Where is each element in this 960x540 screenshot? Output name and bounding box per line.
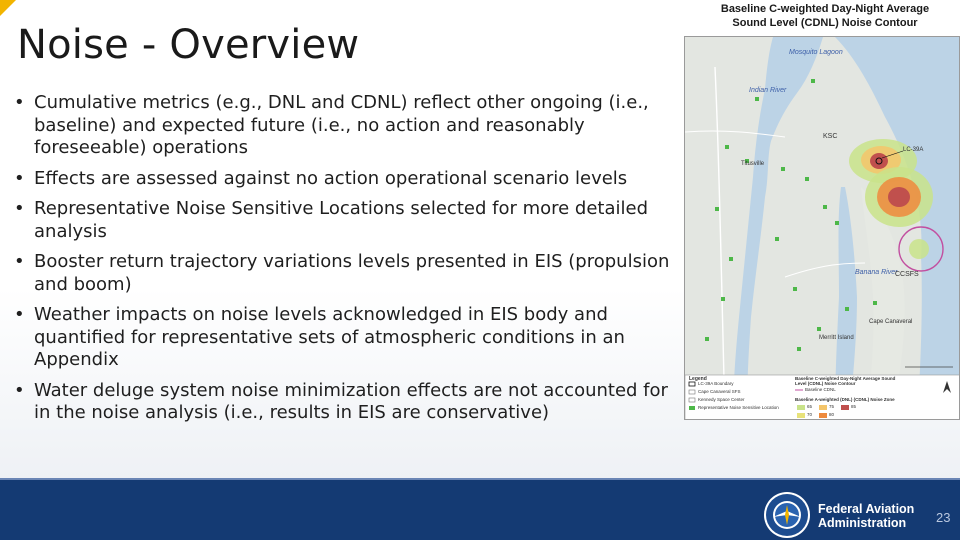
sensitive-location-marker — [721, 297, 725, 301]
faa-wordmark-line1: Federal Aviation — [818, 502, 915, 516]
sensitive-location-marker — [729, 257, 733, 261]
sensitive-location-marker — [835, 221, 839, 225]
sensitive-location-marker — [793, 287, 797, 291]
sensitive-location-marker — [781, 167, 785, 171]
sensitive-location-marker — [817, 327, 821, 331]
sensitive-location-marker — [805, 177, 809, 181]
noise-contour-map — [684, 36, 960, 420]
sensitive-location-marker — [845, 307, 849, 311]
sensitive-location-marker — [823, 205, 827, 209]
bullet-dot: • — [14, 198, 25, 219]
sensitive-location-marker — [705, 337, 709, 341]
map-graphic — [685, 37, 960, 420]
bullet-text: Water deluge system noise minimization effects are not accounted for in the noise analysis (i.e., results in EIS are conservative) — [34, 379, 668, 423]
map-caption — [690, 2, 960, 30]
legend-item: Cape Canaveral SFS — [698, 389, 741, 394]
bullet-text: Effects are assessed against no action operational scenario levels — [34, 167, 628, 189]
map-label-ksc: KSC — [823, 133, 838, 140]
bullet-item — [14, 380, 684, 425]
bullet-text: Representative Noise Sensitive Locations selected for more detailed analysis — [34, 198, 649, 242]
sensitive-location-marker — [797, 347, 801, 351]
bullet-item — [14, 198, 684, 243]
contour-85 — [870, 153, 888, 169]
slide-title: Noise - Overview — [17, 22, 360, 68]
sensitive-location-marker — [775, 237, 779, 241]
legend-item: LC-39A Boundary — [698, 381, 734, 386]
bullet-text: Cumulative metrics (e.g., DNL and CDNL) reflect other ongoing (i.e., baseline) and expected future (i.e., no action and reasonably foreseeable) operations — [34, 92, 649, 158]
map-label-merritt-island: Merritt Island — [819, 335, 854, 341]
footer-bar — [0, 480, 960, 540]
corner-accent — [0, 0, 16, 16]
map-label-mosquito-lagoon: Mosquito Lagoon — [789, 49, 843, 56]
legend-contour-heading: Baseline C-weighted Day-Night Average Sound Level (CDNL) Noise Contour — [795, 376, 896, 386]
legend-zone-label: 85 — [851, 404, 857, 409]
map-label-titusville: Titusville — [741, 161, 765, 167]
bullet-dot: • — [14, 167, 25, 189]
bullet-dot: • — [14, 304, 25, 325]
sensitive-location-marker — [725, 145, 729, 149]
sensitive-location-marker — [873, 301, 877, 305]
map-label-cape-canaveral: Cape Canaveral — [869, 319, 913, 325]
bullet-text: Booster return trajectory variations levels presented in EIS (propulsion and boom) — [34, 251, 670, 295]
bullet-item — [14, 251, 684, 296]
bullet-list — [14, 92, 684, 433]
legend-zone-label: 65 — [807, 404, 813, 409]
map-label-indian-river: Indian River — [749, 87, 787, 94]
legend-zone-heading: Baseline A-weighted (DNL) (CDNL) Noise Zone — [795, 397, 895, 402]
legend-zone-label: 75 — [829, 404, 835, 409]
bullet-text: Weather impacts on noise levels acknowledged in EIS body and quantified for representative sets of atmospheric conditions in an Appendix — [34, 304, 625, 370]
bullet-dot: • — [14, 92, 25, 113]
legend-zone-label: 70 — [807, 412, 813, 417]
page-number: 23 — [936, 510, 951, 525]
sensitive-location-marker — [715, 207, 719, 211]
map-caption-line1: Baseline C-weighted Day-Night Average — [720, 3, 930, 15]
faa-wordmark — [818, 503, 914, 530]
map-caption-line2: Sound Level (CDNL) Noise Contour — [732, 17, 918, 29]
map-label-ccsfs: CCSFS — [895, 271, 919, 278]
legend-item: Representative Noise Sensitive Location — [698, 405, 779, 410]
sensitive-location-marker — [755, 97, 759, 101]
bullet-dot: • — [14, 379, 25, 401]
sensitive-location-marker — [811, 79, 815, 83]
legend-zone-label: 80 — [829, 412, 835, 417]
legend-heading: Legend — [689, 376, 707, 382]
bullet-dot: • — [14, 251, 25, 272]
faa-seal-icon — [763, 491, 811, 539]
bullet-item — [14, 92, 684, 160]
legend-item: Kennedy Space Center — [698, 397, 745, 402]
legend-baseline-cdnl: Baseline CDNL — [805, 387, 836, 392]
bullet-item — [14, 304, 684, 372]
bullet-item — [14, 168, 684, 191]
contour-65 — [909, 239, 929, 259]
contour-85 — [888, 187, 910, 207]
faa-wordmark-line2: Administration — [818, 515, 907, 530]
map-label-lc39a: LC-39A — [903, 147, 924, 153]
map-label-banana-river: Banana River — [855, 269, 898, 276]
